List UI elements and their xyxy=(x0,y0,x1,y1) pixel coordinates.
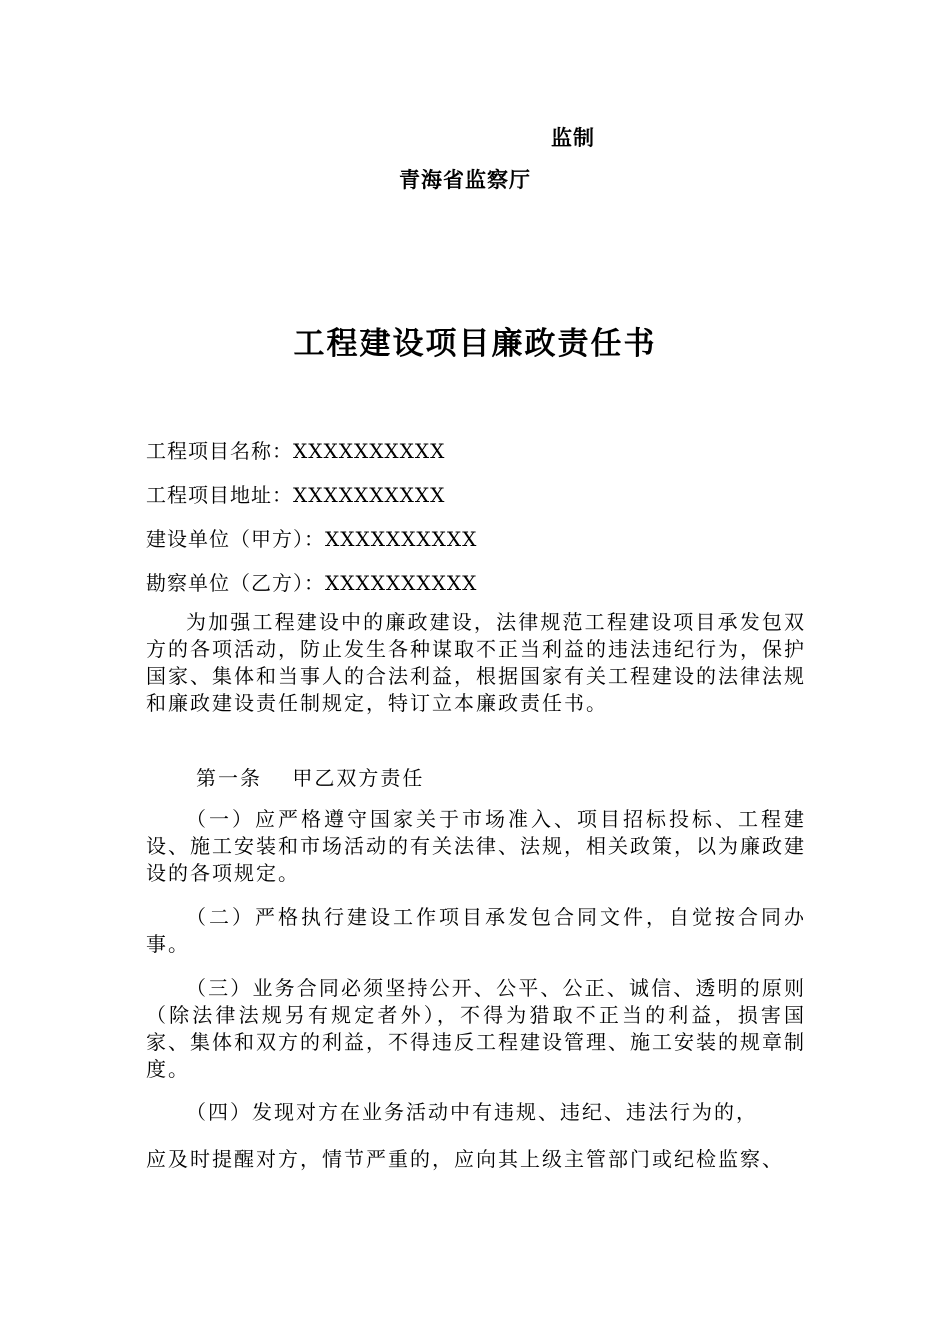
article-1-item-4: （四）发现对方在业务活动中有违规、违纪、违法行为的， xyxy=(186,1100,758,1124)
article-1-item-1: （一）应严格遵守国家关于市场准入、项目招标投标、工程建设、施工安装和市场活动的有关法律、法规，相关政策，以为廉政建设的各项规定。 xyxy=(146,807,806,885)
field-party-b: 勘察单位（乙方）：XXXXXXXXXX xyxy=(146,571,478,595)
document-title: 工程建设项目廉政责任书 xyxy=(293,326,657,362)
field-party-a: 建设单位（甲方）：XXXXXXXXXX xyxy=(146,527,478,551)
intro-paragraph: 为加强工程建设中的廉政建设，法律规范工程建设项目承发包双方的各项活动，防止发生各种谋取不正当利益的违法违纪行为，保护国家、集体和当事人的合法利益，根据国家有关工程建设的法律法规和廉政建设责任制规定，特订立本廉政责任书。 xyxy=(146,610,806,715)
article-1-item-3: （三）业务合同必须坚持公开、公平、公正、诚信、透明的原则（除法律法规另有规定者外），不得为猎取不正当的利益，损害国家、集体和双方的利益，不得违反工程建设管理、施工安装的规章制度。 xyxy=(146,976,806,1081)
field-project-name: 工程项目名称：XXXXXXXXXX xyxy=(146,439,446,463)
article-1-item-4-continued: 应及时提醒对方，情节严重的，应向其上级主管部门或纪检监察、 xyxy=(146,1147,784,1171)
field-project-address: 工程项目地址：XXXXXXXXXX xyxy=(146,483,446,507)
article-1-item-2: （二）严格执行建设工作项目承发包合同文件，自觉按合同办事。 xyxy=(146,905,806,956)
header-supervise-label: 监制 xyxy=(551,126,595,150)
article-1-heading: 第一条 甲乙双方责任 xyxy=(196,766,425,790)
header-organization: 青海省监察厅 xyxy=(399,168,531,192)
